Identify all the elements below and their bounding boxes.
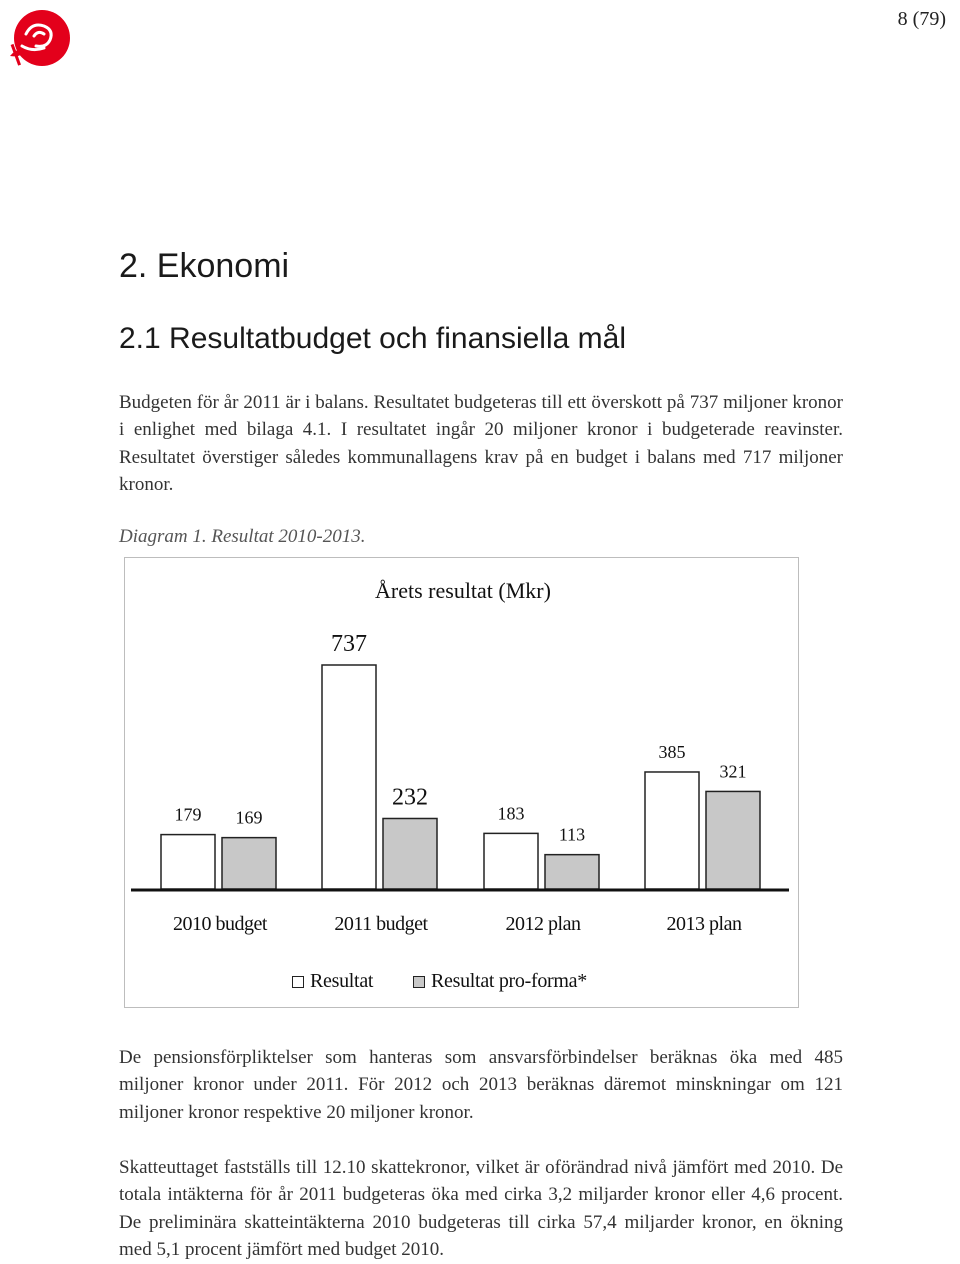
value-label-resultat-1: 737 <box>331 631 367 657</box>
category-label-3: 2013 plan <box>666 913 742 935</box>
value-label-proforma-0: 169 <box>235 807 263 828</box>
rose-logo-icon <box>4 4 74 74</box>
bar-chart <box>125 558 800 1009</box>
bar-proforma-1 <box>383 818 437 889</box>
value-label-resultat-3: 385 <box>658 741 686 762</box>
legend-label-resultat: Resultat <box>310 970 374 992</box>
bar-proforma-2 <box>545 855 599 889</box>
bar-proforma-3 <box>706 791 760 889</box>
bar-resultat-2 <box>484 833 538 889</box>
section-subtitle: 2.1 Resultatbudget och finansiella mål <box>119 322 626 355</box>
bar-resultat-1 <box>322 665 376 889</box>
diagram-caption: Diagram 1. Resultat 2010-2013. <box>119 526 366 547</box>
category-label-2: 2012 plan <box>505 913 581 935</box>
legend-item-proforma <box>413 970 587 993</box>
value-label-proforma-2: 113 <box>558 824 586 845</box>
tax-paragraph: Skatteuttaget fastställs till 12.10 skattekronor, vilket är oförändrad nivå jämfört med 2010. De totala intäkterna för år 2011 budgeteras öka med cirka 3,2 miljarder kronor eller 4,6 procent. De preliminära skatteintäkterna 2010 budgeteras till cirka 57,4 miljarder kronor, en ökning med 5,1 procent jämfört med budget 2010. <box>119 1157 843 1260</box>
value-label-proforma-3: 321 <box>719 761 747 782</box>
legend-swatch-proforma <box>413 976 425 988</box>
section-title: 2. Ekonomi <box>119 247 290 285</box>
pension-paragraph: De pensionsförpliktelser som hanteras som ansvarsförbindelser beräknas öka med 485 miljoner kronor under 2011. För 2012 och 2013 beräknas däremot minskningar om 121 miljoner kronor respektive 20 miljoner kronor. <box>119 1047 843 1123</box>
intro-paragraph: Budgeten för år 2011 är i balans. Resultatet budgeteras till ett överskott på 737 miljoner kronor i enlighet med bilaga 4.1. I resultatet ingår 20 miljoner kronor i budgeterade reavinster. Resultatet överstiger således kommunallagens krav på en budget i balans med 717 miljoner kronor. <box>119 392 843 495</box>
page-number: 8 (79) <box>897 8 946 30</box>
value-label-resultat-0: 179 <box>174 804 202 825</box>
legend-label-proforma: Resultat pro-forma* <box>431 970 587 992</box>
category-label-0: 2010 budget <box>173 913 267 935</box>
chart-title: Årets resultat (Mkr) <box>375 578 551 603</box>
chart-frame <box>124 557 799 1008</box>
legend-item-resultat <box>292 970 373 993</box>
bar-proforma-0 <box>222 838 276 889</box>
bar-resultat-3 <box>645 772 699 889</box>
category-label-1: 2011 budget <box>334 913 428 935</box>
legend-swatch-resultat <box>292 976 304 988</box>
value-label-resultat-2: 183 <box>497 803 525 824</box>
value-label-proforma-1: 232 <box>392 784 428 811</box>
bar-resultat-0 <box>161 835 215 889</box>
